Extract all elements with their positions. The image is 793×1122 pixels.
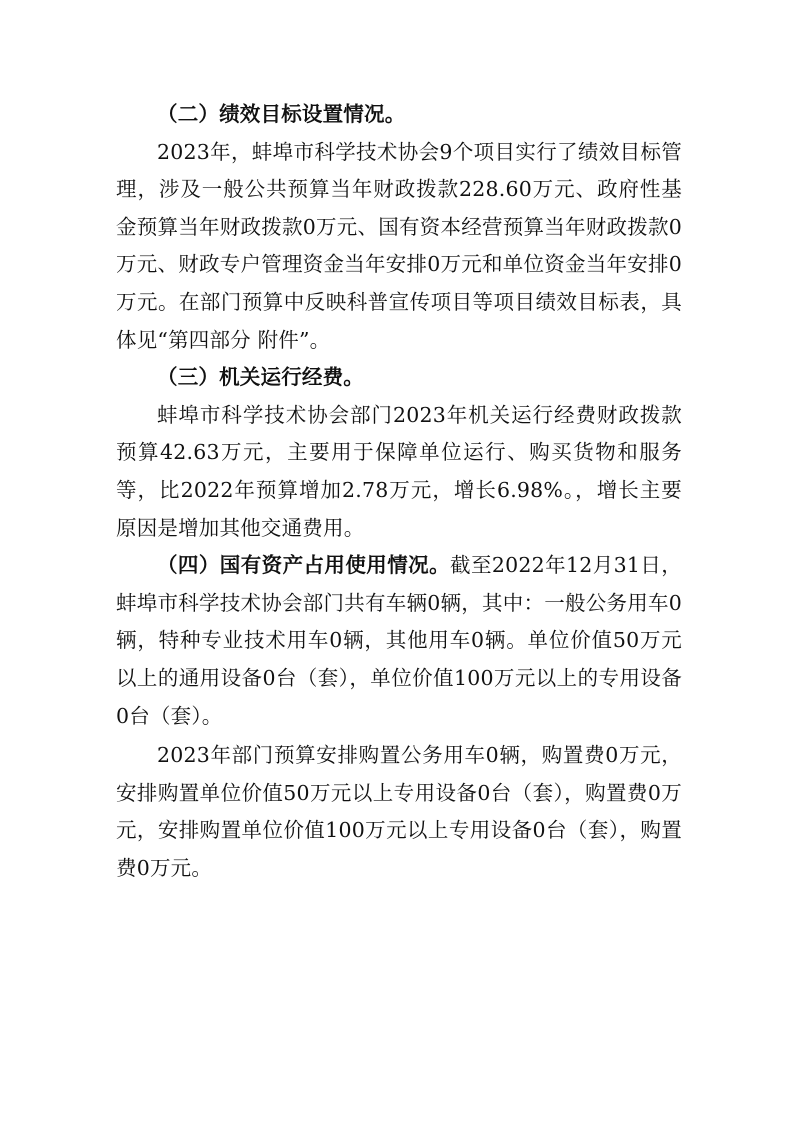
paragraph-vehicle-purchase: 2023年部门预算安排购置公务用车0辆，购置费0万元，安排购置单位价值50万元以上专用设备0台（套），购置费0万元，安排购置单位价值100万元以上专用设备0台（套），购置费0万元。 xyxy=(116,743,682,880)
document-body xyxy=(116,96,682,887)
paragraph-state-assets-text: 截至2022年12月31日，蚌埠市科学技术协会部门共有车辆0辆，其中：一般公务用车0辆，特种专业技术用车0辆，其他用车0辆。单位价值50万元以上的通用设备0台（套），单位价值100万元以上的专用设备0台（套）。 xyxy=(116,553,682,728)
section-heading-performance-goals: （二）绩效目标设置情况。 xyxy=(157,102,406,126)
section-heading-operating-costs: （三）机关运行经费。 xyxy=(157,365,364,390)
paragraph-operating-costs: 蚌埠市科学技术协会部门2023年机关运行经费财政拨款预算42.63万元，主要用于保障单位运行、购买货物和服务等，比2022年预算增加2.78万元，增长6.98%。，增长主要原因是增加其他交通费用。 xyxy=(116,402,682,540)
paragraph-state-assets xyxy=(116,547,682,735)
section-heading-state-assets: （四）国有资产占用使用情况。 xyxy=(157,553,451,578)
paragraph-performance-goals: 2023年，蚌埠市科学技术协会9个项目实行了绩效目标管理，涉及一般公共预算当年财政拨款228.60万元、政府性基金预算当年财政拨款0万元、国有资本经营预算当年财政拨款0万元、财政专户管理资金当年安排0万元和单位资金当年安排0万元。在部门预算中反映科普宣传项目等项目绩效目标表，具体见“第四部分 附件”。 xyxy=(116,139,682,352)
